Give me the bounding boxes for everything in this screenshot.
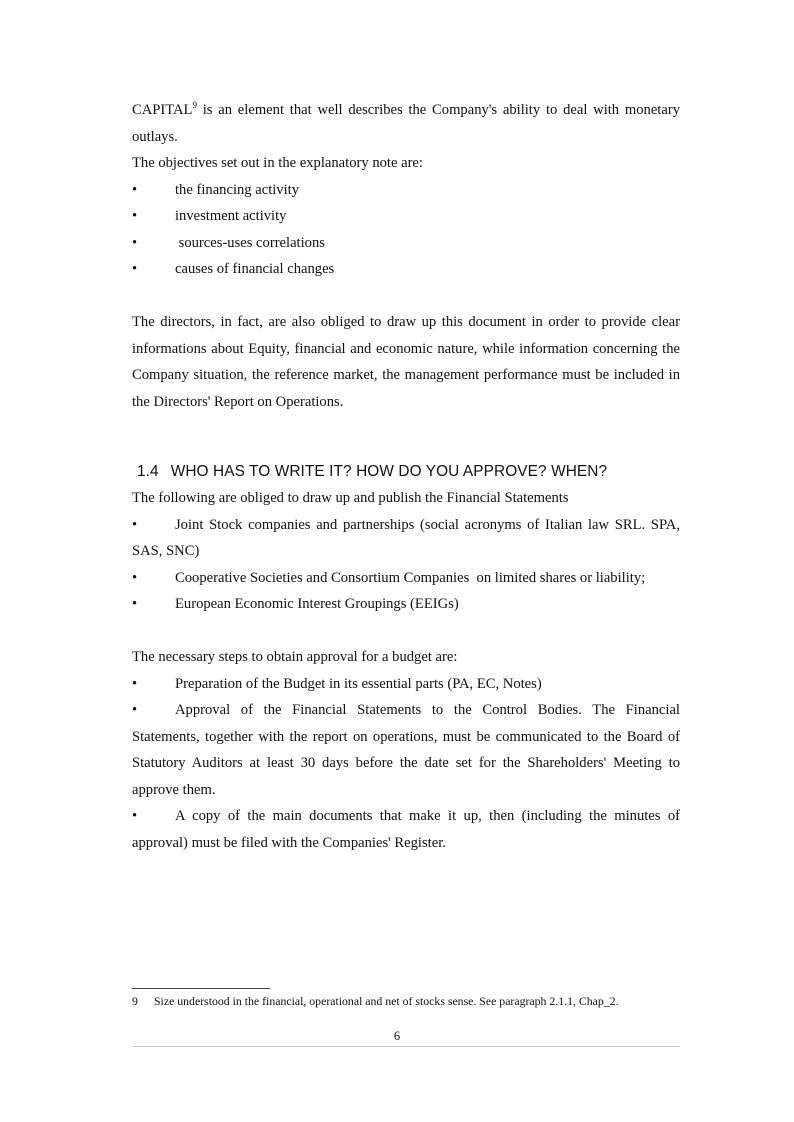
list-item-text: Approval of the Financial Statements to the Control Bodies. The Financial Statements, together with the report on operations, must be communicated to the Board of Statutory Auditors at least 30 days before the date set for the Shareholders' Meeting to approve them. xyxy=(132,702,680,798)
section-heading xyxy=(132,459,680,485)
bullet-icon: • xyxy=(132,596,138,612)
list-item-text: the financing activity xyxy=(175,181,300,198)
footer-divider xyxy=(132,1046,680,1047)
steps-intro: The necessary steps to obtain approval for a budget are: xyxy=(132,649,458,665)
bullet-icon: • xyxy=(132,208,138,224)
bullet-icon: • xyxy=(132,181,138,198)
list-item xyxy=(132,671,680,698)
list-item-text: sources-uses correlations xyxy=(175,234,325,251)
list-item-text: Cooperative Societies and Consortium Companies on limited shares or liability; xyxy=(175,569,646,586)
list-item xyxy=(132,697,680,803)
obliged-intro: The following are obliged to draw up and publish the Financial Statements xyxy=(132,490,569,506)
list-item xyxy=(132,512,680,565)
list-item-text: investment activity xyxy=(175,208,287,224)
bullet-icon: • xyxy=(132,516,138,533)
list-item-text: A copy of the main documents that make it up, then (including the minutes of approval) must be filed with the Companies' Register. xyxy=(132,808,680,851)
list-item xyxy=(132,803,680,856)
bullet-icon: • xyxy=(132,261,138,277)
list-item xyxy=(132,230,680,257)
section-number: 1.4 xyxy=(137,463,159,480)
bullet-icon: • xyxy=(132,569,138,586)
list-item xyxy=(132,203,680,230)
list-item xyxy=(132,177,680,204)
list-item xyxy=(132,565,680,592)
footnote-divider xyxy=(132,988,270,989)
bullet-icon: • xyxy=(132,702,138,718)
capital-paragraph xyxy=(132,97,680,150)
bullet-icon: • xyxy=(132,675,138,692)
footnote-ref[interactable]: 9 xyxy=(192,100,197,111)
list-item xyxy=(132,256,680,283)
list-item-text: European Economic Interest Groupings (EEIGs) xyxy=(175,596,459,612)
list-item-text: causes of financial changes xyxy=(175,261,335,277)
objectives-intro: The objectives set out in the explanatory note are: xyxy=(132,155,423,171)
bullet-icon: • xyxy=(132,808,138,824)
bullet-icon: • xyxy=(132,234,138,251)
section-title: WHO HAS TO WRITE IT? HOW DO YOU APPROVE? WHEN? xyxy=(170,463,608,480)
list-item-text: Joint Stock companies and partnerships (social acronyms of Italian law SRL. SPA, SAS, SNC) xyxy=(132,516,680,559)
list-item-text: Preparation of the Budget in its essential parts (PA, EC, Notes) xyxy=(175,675,542,692)
directors-paragraph: The directors, in fact, are also obliged to draw up this document in order to provide clear informations about Equity, financial and economic nature, while information concerning the Company situation, the reference market, the management performance must be included in the Directors' Report on Operations. xyxy=(132,314,680,410)
page-body xyxy=(132,97,680,856)
footnote-text: Size understood in the financial, operational and net of stocks sense. See paragraph 2.1.1, Chap_2. xyxy=(154,994,619,1008)
footnote xyxy=(132,993,692,1009)
capital-text: is an element that well describes the Company's ability to deal with monetary outlays. xyxy=(132,102,680,145)
footnote-number: 9 xyxy=(132,994,138,1008)
list-item xyxy=(132,591,680,618)
capital-word: CAPITAL xyxy=(132,102,193,118)
page-number: 6 xyxy=(393,1029,401,1043)
